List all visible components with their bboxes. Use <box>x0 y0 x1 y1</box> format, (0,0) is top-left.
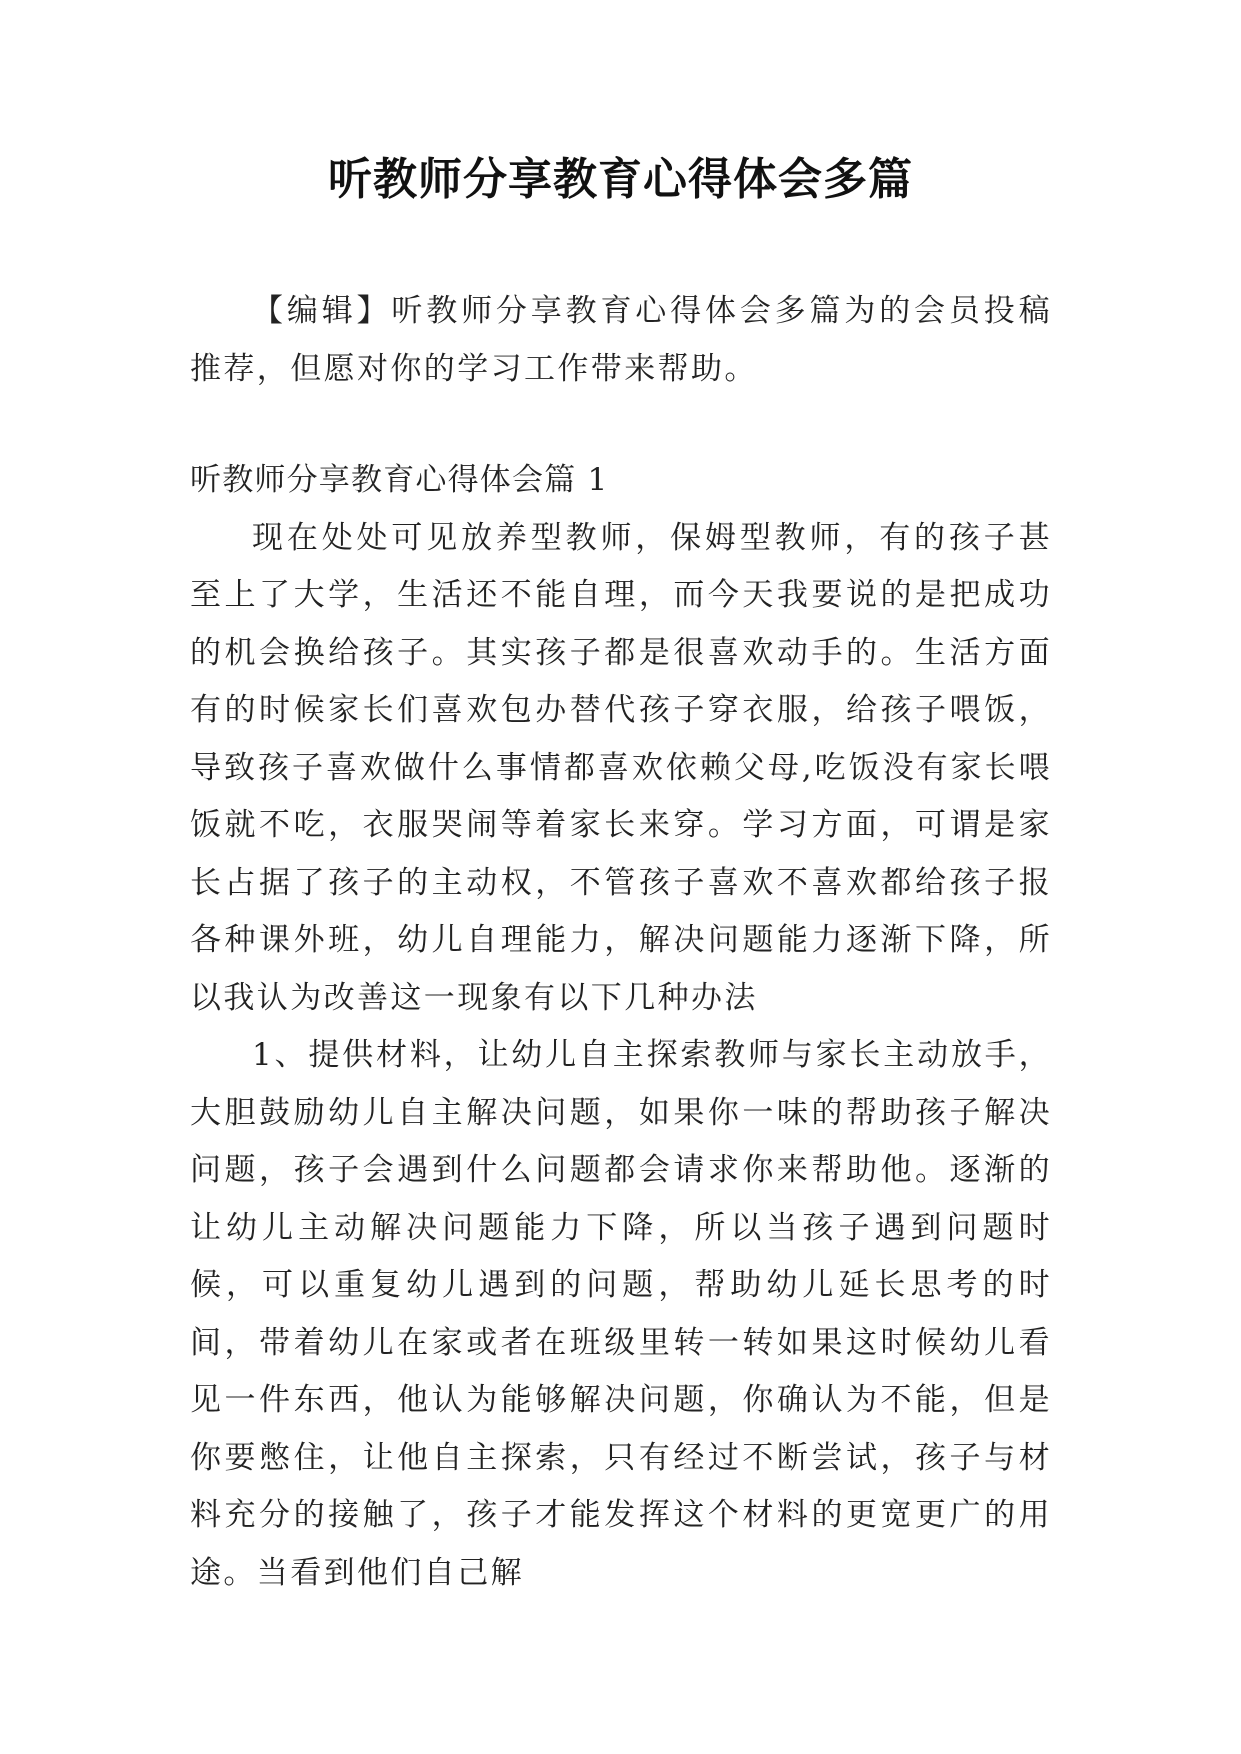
section-heading: 听教师分享教育心得体会篇 1 <box>190 462 609 498</box>
document-body <box>190 283 1052 1602</box>
document-title: 听教师分享教育心得体会多篇 <box>328 154 913 205</box>
intro-paragraph: 【编辑】听教师分享教育心得体会多篇为的会员投稿推荐，但愿对你的学习工作带来帮助。 <box>190 293 1052 387</box>
body-paragraph-2: 1、提供材料，让幼儿自主探索教师与家长主动放手，大胆鼓励幼儿自主解决问题，如果你一味的帮助孩子解决问题，孩子会遇到什么问题都会请求你来帮助他。逐渐的让幼儿主动解决问题能力下降，所以当孩子遇到问题时候，可以重复幼儿遇到的问题，帮助幼儿延长思考的时间，带着幼儿在家或者在班级里转一转如果这时候幼儿看见一件东西，他认为能够解决问题，你确认为不能，但是你要憋住，让他自主探索，只有经过不断尝试，孩子与材料充分的接触了，孩子才能发挥这个材料的更宽更广的用途。当看到他们自己解 <box>190 1037 1052 1591</box>
body-paragraph-1: 现在处处可见放养型教师，保姆型教师，有的孩子甚至上了大学，生活还不能自理，而今天我要说的是把成功的机会换给孩子。其实孩子都是很喜欢动手的。生活方面有的时候家长们喜欢包办替代孩子穿衣服，给孩子喂饭，导致孩子喜欢做什么事情都喜欢依赖父母,吃饭没有家长喂饭就不吃，衣服哭闹等着家长来穿。学习方面，可谓是家长占据了孩子的主动权，不管孩子喜欢不喜欢都给孩子报各种课外班，幼儿自理能力，解决问题能力逐渐下降，所以我认为改善这一现象有以下几种办法 <box>190 519 1052 1016</box>
